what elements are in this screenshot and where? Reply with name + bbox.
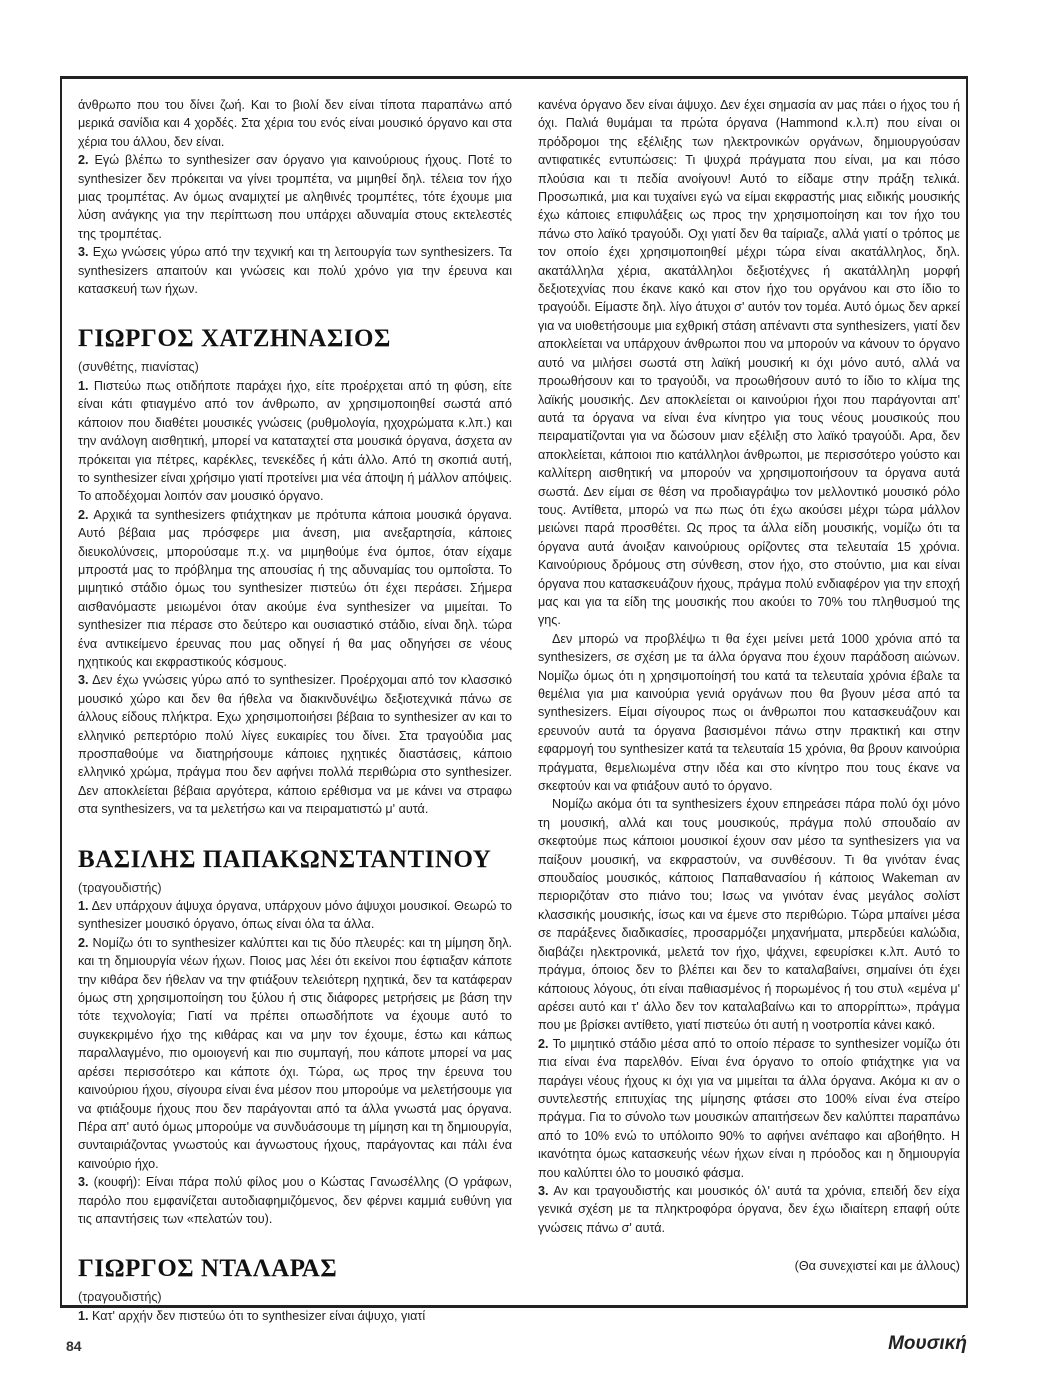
intro-paragraph: άνθρωπο που του δίνει ζωή. Και το βιολί δεν είναι τίποτα παραπάνω από μερικά σανίδια και 4 χορδές. Στα χέρια του ενός είναι μουσικό όργανο και στα χέρια του άλλου, δεν είναι. [78,98,512,149]
answer-number: 1. [78,378,89,393]
answer-text: Νομίζω ότι το synthesizer καλύπτει και τις δύο πλευρές: και τη μίμηση δηλ. και τη δημιουργία νέων ήχων. Ποιος μας λέει ότι εκείνοι που έφτιαξαν κάποτε την κιθάρα δεν ήθελαν να την φτιάξουν τελειότερη ηχητικά, δεν τα κατάφεραν όμως στη χρησιμοποίηση του ξύλου ή στις διάφορες μετρήσεις με βάση την τότε τεχνολογία; Γιατί να πρέπει οπωσδήποτε να έχουμε αυτό το συγκεκριμένο ήχο της κιθάρας και να μην τον έχουμε, έστω και κάπως παραλλαγμένο, πιο ομοιογενή και πιο συμπαγή, που κάποτε μπορεί να μας αρέσει περισσότερο και κάποτε όχι. Τώρα, ως προς την έρευνα του καινούριου ήχου, σίγουρα είναι ένα μέσον που μπορούμε να μελετήσουμε για να φτιάξουμε ήχους που δεν παράγονται από τα άλλα γνωστά μας όργανα. Πέρα απ' αυτό όμως μπορούμε να συνδυάσουμε τη μίμηση και τη δημιουργία, συνταιριάζοντας γνωστούς και άγνωστους ήχους, παράγοντας και πάλι ένα καινούριο ήχο. [78,935,512,1171]
interviewee-name-hatzinasios: ΓΙΩΡΓΟΣ ΧΑΤΖΗΝΑΣΙΟΣ [78,325,391,353]
answer-number: 2. [78,507,89,522]
answer-number: 3. [78,673,89,688]
interviewee-role: (συνθέτης, πιανίστας) [78,360,199,375]
continued-answer-1: κανένα όργανο δεν είναι άψυχο. Δεν έχει σημασία αν μας πάει ο ήχος του ή όχι. Παλιά θυμάμαι τα πρώτα όργανα (Hammond κ.λ.π) που είναι οι πρόδρομοι της εξέλιξης των ηλεκτρονικών οργάνων, δημιουργούσαν αντιφατικές εντυπώσεις: Τι ψυχρά πράγματα που είναι, μα και πόσο πλούσια και τι πεδία ανοίγουν! Αυτό το είδαμε στην πράξη τελικά. Προσωπικά, μια και τυχαίνει εγώ να είμαι εκφραστής μιας ειδικής μουσικής έχω κάποιες επιφυλάξεις ως προς την χρησιμοποίηση και τον ήχο του πάνω στο λαϊκό τραγούδι. Οχι γιατί δεν θα ταίριαζε, αλλά γιατί ο τρόπος με τον οποίο έχει χρησιμοποιηθεί μέχρι τώρα είναι ακατάλληλος, δηλ. ακατάλληλα χέρια, ακατάλληλοι δεξιοτέχνες ή ακατάλληλη μορφή δεξιοτεχνίας που έκανε κακό και στον ήχο του οργάνου και στο ίδιο το τραγούδι. Είμαστε δηλ. λίγο άτυχοι σ' αυτόν τον τομέα. Αυτό όμως δεν αρκεί για να υιοθετήσουμε μια εχθρική στάση απέναντι στα synthesizers, γιατί δεν αποκλείεται να υπάρχουν άνθρωποι που να μπορούν να κάνουν το όργανο αυτό να μιλήσει σωστά στη λαϊκή μουσική κι όχι μόνο αυτό, αλλά να προωθήσουν και το τραγούδι, να προωθήσουν αυτό το ίδιο το κλίμα της λαϊκής μουσικής. Δεν αποκλείεται οι καινούριοι ήχοι που παράγονται απ' αυτά τα όργανα να είναι ένα κίνητρο για τους νέους μουσικούς που πειραματίζονται για να δώσουν μιαν εξέλιξη στο λαϊκό τραγούδι. Αρα, δεν αποκλείεται, κάποιοι πιο κατάλληλοι άνθρωποι, με περισσότερο γούστο και καλλίτερη αισθητική να μπορούν να χρησιμοποιήσουν τα όργανα αυτά σωστά. Δεν είμαι σε θέση να προδιαγράψω τον μελλοντικό μουσικό ρόλο τους. Αντίθετα, μπορώ να πω πως ότι έχω ακούσει μέχρι τώρα μάλλον μειώνει παρά προσθέτει. Ως προς τα άλλα είδη μουσικής, νομίζω ότι τα όργανα αυτά άνοιξαν καινούριους ορίζοντες στα τελευταία 15 χρόνια. Καινούριους δρόμους στη σύνθεση, στον ήχο, στο στούντιο, μια και είναι όργανα που κατασκευάζουν ήχους, πράγμα πολύ ενδιαφέρον για την εποχή μας και για τα είδη της μουσικής που ακούει το 70% του πληθυσμού της γης. [538,98,960,628]
answer-number: 3. [538,1183,549,1198]
answer-number: 2. [78,935,89,950]
answer-text: Κατ' αρχήν δεν πιστεύω ότι το synthesizer είναι άψυχο, γιατί [88,1308,426,1323]
answer-3 [538,1182,960,1237]
page-number: 84 [66,1338,82,1354]
answer-text: Αν και τραγουδιστής και μουσικός όλ' αυτά τα χρόνια, επειδή δεν είχα γενικά σχέση με τα πληκτροφόρα όργανα, δεν έχω ιδιαίτερη επαφή ούτε γνώσεις πάνω σ' αυτά. [538,1183,960,1235]
paragraph: Νομίζω ακόμα ότι τα synthesizers έχουν επηρεάσει πάρα πολύ όχι μόνο τη μουσική, αλλά και τους μουσικούς, πράγμα πολύ σπουδαίο αν σκεφτούμε πως κάποιοι μουσικοί έχουν σαν μέσο τα synthesizers για να παίξουν μουσική, να εκφραστούν, να συνθέσουν. Τι θα γινόταν ένας σπουδαίος μουσικός, κάποιος Παπαθανασίου ή κάποιος Wakeman αν περιοριζόταν στο πιάνο του; Ισως να γινόταν ένας μεγάλος σολίστ κλασσικής μουσικής, ίσως και να έμενε στο περιθώριο. Τώρα μπαίνει μέσα σε παράξενες διαδικασίες, προσαρμόζει μηχανήματα, μπερδεύει καλώδια, διαβάζει ηλεκτρονικά, μελετά τον ήχο, ψάχνει, εφευρίσκει κ.λπ. Αυτό το πράγμα, όποιος δεν το βλέπει και δεν το καταλαβαίνει, σημαίνει ότι έχει κάποιους λόγους, ότι είναι παθιασμένος ή πορωμένος ή του στυλ «εμένα μ' αρέσει αυτό και τ' άλλο δεν τον καταλαβαίνω και το απορρίπτω», πράγμα που με βρίσκει αντίθετο, γιατί πιστεύω ότι αυτή η νοοτροπία κάνει κακό. [538,797,960,1033]
answer-text: Εχω γνώσεις γύρω από την τεχνική και τη λειτουργία των synthesizers. Τα synthesizers απαιτούν και γνώσεις και πολύ χρόνο για την έρευνα και κατασκευή των ήχων. [78,245,512,297]
right-column [538,96,960,1276]
answer-number: 3. [78,1175,89,1190]
answer-3 [78,671,512,818]
answer-number: 2. [78,153,89,168]
answer-text: (κουφή): Είναι πάρα πολύ φίλος μου ο Κώστας Γανωσέλλης (Ο γράφων, παρόλο που εμφανίζεται αυτοδιαφημιζόμενος, δεν φέρνει καμμιά ευθύνη για τις απαντήσεις των «πελατών του). [78,1175,512,1226]
interviewee-role: (τραγουδιστής) [78,1290,162,1305]
interviewee-role: (τραγουδιστής) [78,880,162,895]
intro-answer-3 [78,243,512,298]
answer-text: Εγώ βλέπω το synthesizer σαν όργανο για καινούριους ήχους. Ποτέ το synthesizer δεν πρόκειται να γίνει τρομπέτα, να μιμηθεί δηλ. τέλεια τον ήχο μιας τρομπέτας. Αν όμως αναμιχτεί με αληθινές τρομπέτες, τότε έχουμε μια λύση ανάγκης για την περίπτωση που υπάρχει αδυναμία στους εκτελεστές της τρομπέτας. [78,153,512,241]
answer-number: 3. [78,245,89,260]
answer-text: Δεν έχω γνώσεις γύρω από το synthesizer. Προέρχομαι από τον κλασσικό μουσικό χώρο και δεν θα ήθελα να διακινδυνέψω δεξιοτεχνικά πάνω σε άλλους είδους πλήκτρα. Εχω χρησιμοποιήσει βέβαια το synthesizer αν και το ελληνικό ρεπερτόριο πολύ λίγες ευκαιρίες του δίνει. Στα τραγούδια μας προσπαθούμε να διατηρήσουμε κάποιες ηχητικές διαστάσεις, κάποιο ελληνικό χρώμα, πράγμα που δεν αφήνει πολλά περιθώρια στο synthesizer. Δεν αποκλείεται βέβαια αργότερα, κάποιο ερέθισμα να με κάνει να στραφω στα synthesizers, να τα μελετήσω και να πειραματιστώ μ' αυτά. [78,673,512,817]
left-column [78,96,512,1325]
interviewee-name-dalaras: ΓΙΩΡΓΟΣ ΝΤΑΛΑΡΑΣ [78,1255,338,1283]
magazine-name: Μουσική [888,1333,967,1354]
answer-2 [538,1035,960,1182]
answer-text: Το μιμητικό στάδιο μέσα από το οποίο πέρασε το synthesizer νομίζω ότι πια είναι ένα παρελθόν. Είναι ένα όργανο το οποίο φτιάχτηκε για να παράγει νέους ήχους κι όχι για να μιμείται τα άλλα όργανα. Ακόμα κι αν ο συντελεστής επιτυχίας της μίμησης φτάσει στο 100% είναι ένα στείρο πράγμα. Για το σύνολο των μουσικών απαιτήσεων δεν καλύπτει παραπάνω από το 10% ενώ το υπόλοιπο 90% το αφήνει ανέπαφο και αβοήθητο. Η ικανότητα όμως κατασκευής νέων ήχων είναι η πρόοδος και η δημιουργία που καλύπτει όλο το μουσικό φάσμα. [538,1036,960,1180]
answer-1 [78,377,512,506]
paragraph: Δεν μπορώ να προβλέψω τι θα έχει μείνει μετά 1000 χρόνια από τα synthesizers, σε σχέση με τα άλλα όργανα που έχουν παράδοση αιώνων. Νομίζω όμως ότι η χρησιμοποίησή του κατά τα τελευταία χρόνια έβαλε τα θεμέλια για μια καινούρια γενιά οργάνων που θα βγουν μέσα από τα synthesizers. Είμαι σίγουρος πως οι άνθρωποι που κατασκευάζουν και ερευνούν αυτά τα όργανα βασισμένοι πάνω στην πρακτική και στην εφαρμογή του synthesizer κατά τα τελευταία 15 χρόνια, θα βρουν καινούρια πράγματα, θεμελιωμένα στην ιδέα και στο κίνητρο που τους έκανε να σκεφτούν και να φτιάξουν αυτό το όργανο. [538,631,960,794]
answer-text: Δεν υπάρχουν άψυχα όργανα, υπάρχουν μόνο άψυχοι μουσικοί. Θεωρώ το synthesizer μουσικό όργανο, όπως είναι όλα τα άλλα. [78,899,512,932]
interviewee-name-papakonstantinou: ΒΑΣΙΛΗΣ ΠΑΠΑΚΩΝΣΤΑΝΤΙΝΟΥ [78,845,492,873]
answer-2 [78,934,512,1173]
answer-number: 1. [78,899,89,914]
answer-number: 2. [538,1036,549,1051]
answer-1 [78,1307,512,1325]
answer-1 [78,897,512,934]
answer-text: Αρχικά τα synthesizers φτιάχτηκαν με πρότυπα κάποια μουσικά όργανα. Αυτό βέβαια μας πρόσφερε μια άνεση, μια ανεξαρτησία, κάποιες διευκολύνσεις, μπορούσαμε π.χ. να μιμηθούμε ένα όμποε, όταν είχαμε μπροστά μας το πρόβλημα της απουσίας ή της αδυναμίας του ομποΐστα. Το μιμητικό στάδιο όμως του synthesizer πιστεύω ότι έχει περάσει. Σήμερα αισθανόμαστε μειωμένοι όταν ακούμε ένα synthesizer να μιμείται. Το synthesizer πια πέρασε στο δεύτερο και ουσιαστικό στάδιο, είναι δηλ. τώρα ένα αντικείμενο έρευνας που μας οδηγεί ή θα μας οδηγήσει σε νέους ηχητικούς και εκφραστικούς κόσμους. [78,507,512,669]
answer-number: 1. [78,1308,89,1323]
answer-text: Πιστεύω πως οτιδήποτε παράχει ήχο, είτε προέρχεται από τη φύση, είτε είναι κάτι φτιαγμένο από τον άνθρωπο, αν χρησιμοποιηθεί σωστά από κάποιον που διαθέτει μουσικές γνώσεις (ρυθμολογία, ηχοχρώματα κ.λπ.) και την ανάλογη αισθητική, μπορεί να καταταχτεί στα μουσικά όργανα, άσχετα αν πρόκειται για πέτρες, καρέκλες, τενεκέδες ή κάτι άλλο. Από τη σκοπιά αυτή, το synthesizer είναι χρήσιμο γιατί προτείνει μια νέα άποψη ή μάλλον απόψεις. Το αποδέχομαι λοιπόν σαν μουσικό όργανο. [78,378,512,504]
intro-answer-2 [78,151,512,243]
continued-note: (Θα συνεχιστεί και με άλλους) [794,1259,960,1274]
answer-2 [78,506,512,672]
answer-3 [78,1173,512,1228]
